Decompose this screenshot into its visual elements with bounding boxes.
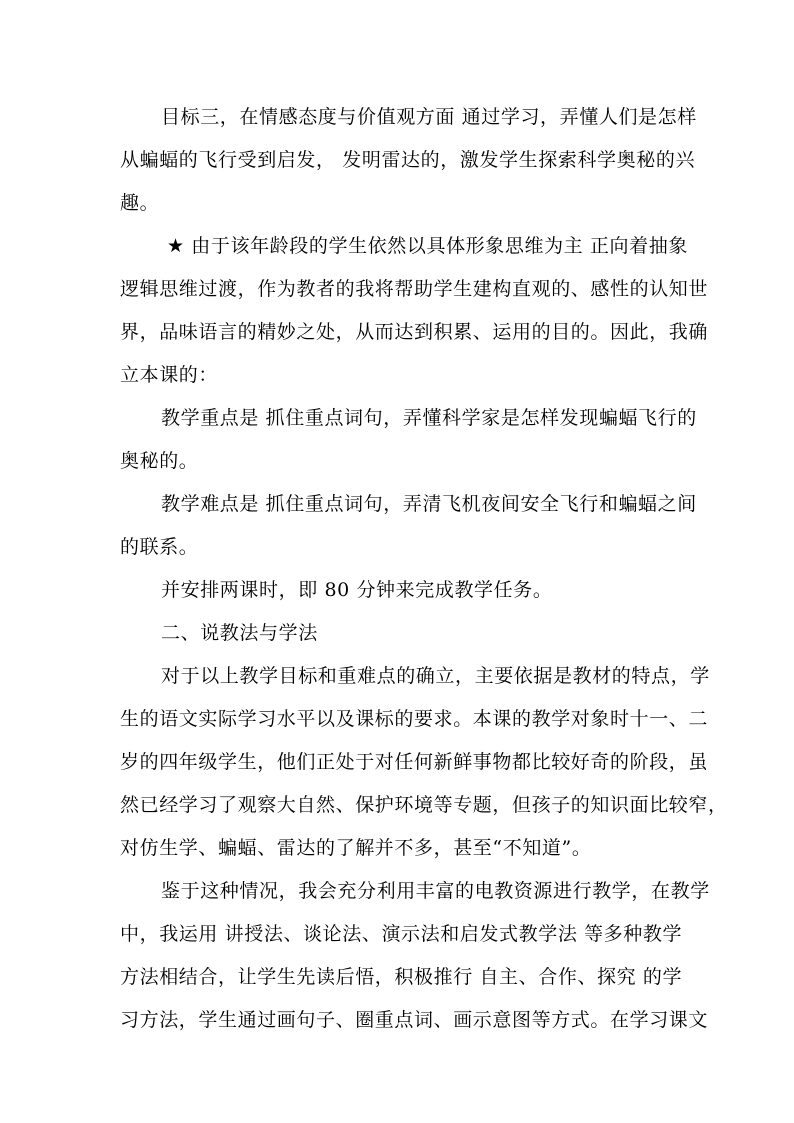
text-line: 的联系。 <box>120 536 199 558</box>
text-line: 方法相结合，让学生先读后悟，积极推行 自主、合作、探究 的学 <box>120 966 683 988</box>
text-line: 并安排两课时，即 80 分钟来完成教学任务。 <box>161 579 553 601</box>
text-line: 趣。 <box>120 192 160 214</box>
text-line: 对仿生学、蝙蝠、雷达的了解并不多，甚至“不知道”。 <box>120 837 592 859</box>
text-line: 鉴于这种情况，我会充分利用丰富的电教资源进行教学，在教学 <box>161 880 710 902</box>
text-line: 中，我运用 讲授法、谈论法、演示法和启发式教学法 等多种教学 <box>120 923 683 945</box>
text-line: 习方法，学生通过画句子、圈重点词、画示意图等方式。在学习课文 <box>120 1009 709 1031</box>
text-line: 界，品味语言的精妙之处，从而达到积累、运用的目的。因此，我确 <box>120 321 709 343</box>
section-heading: 二、说教法与学法 <box>161 622 318 644</box>
text-line: 教学难点是 抓住重点词句，弄清飞机夜间安全飞行和蝙蝠之间 <box>161 493 697 515</box>
text-line: 教学重点是 抓住重点词句，弄懂科学家是怎样发现蝙蝠飞行的 <box>161 407 697 429</box>
text-line: 对于以上教学目标和重难点的确立，主要依据是教材的特点，学 <box>161 665 710 687</box>
text-line: 目标三，在情感态度与价值观方面 通过学习，弄懂人们是怎样 <box>161 106 697 128</box>
text-line: 立本课的： <box>120 364 219 386</box>
text-line: 生的语文实际学习水平以及课标的要求。本课的教学对象时十一、二 <box>120 708 709 730</box>
text-line: 然已经学习了观察大自然、保护环境等专题，但孩子的知识面比较窄， <box>120 794 728 816</box>
text-line: 从蝙蝠的飞行受到启发， 发明雷达的，激发学生探索科学奥秘的兴 <box>120 149 696 171</box>
text-line: 奥秘的。 <box>120 450 199 472</box>
text-line: 岁的四年级学生，他们正处于对任何新鲜事物都比较好奇的阶段，虽 <box>120 751 709 773</box>
text-line: 逻辑思维过渡，作为教者的我将帮助学生建构直观的、感性的认知世 <box>120 278 709 300</box>
text-line: ★ 由于该年龄段的学生依然以具体形象思维为主 正向着抽象 <box>167 235 688 257</box>
